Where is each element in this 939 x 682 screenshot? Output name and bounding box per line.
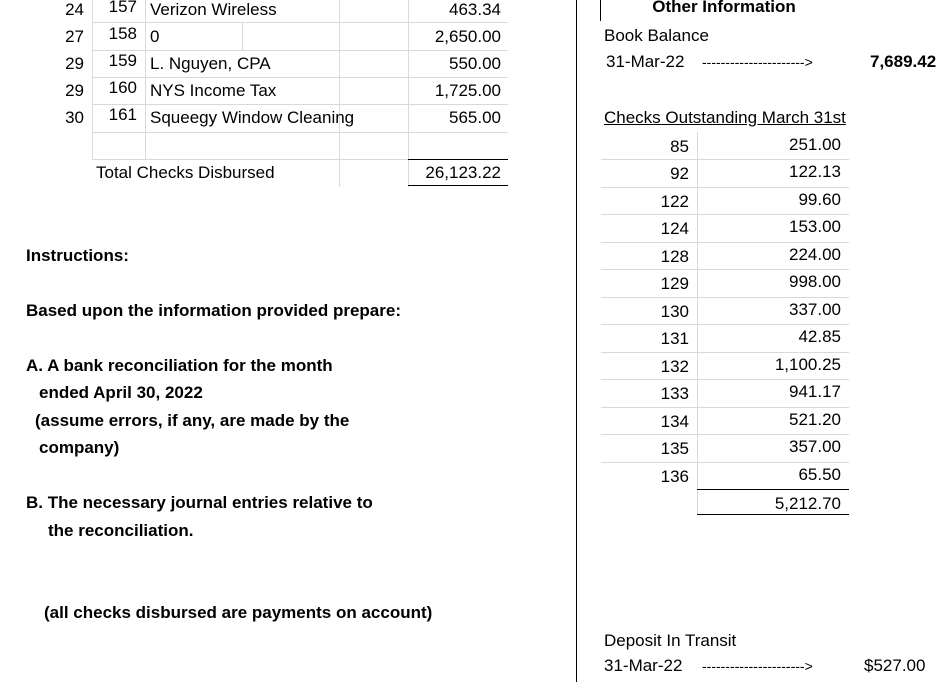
instruction-b-line2: the reconciliation. — [48, 521, 194, 540]
outstanding-check-no: 130 — [660, 302, 689, 321]
instruction-b-line1: B. The necessary journal entries relative to — [26, 493, 373, 512]
row-payee: NYS Income Tax — [150, 81, 277, 100]
row-payee: L. Nguyen, CPA — [150, 54, 271, 73]
outstanding-check-no: 85 — [670, 137, 689, 156]
outstanding-amount: 65.50 — [798, 465, 841, 484]
instructions-note: (all checks disbursed are payments on account) — [44, 603, 433, 622]
book-balance-label: Book Balance — [604, 26, 709, 45]
instructions-heading: Instructions: — [26, 246, 129, 265]
row-check-no: 158 — [108, 24, 137, 43]
instructions-intro: Based upon the information provided prepare: — [26, 301, 401, 320]
deposit-in-transit-label: Deposit In Transit — [604, 631, 737, 650]
row-amount: 1,725.00 — [434, 81, 501, 100]
outstanding-amount: 521.20 — [789, 410, 841, 429]
outstanding-check-no: 129 — [660, 274, 689, 293]
book-balance-value: 7,689.42 — [870, 52, 937, 71]
outstanding-check-no: 136 — [660, 467, 689, 486]
row-day: 30 — [65, 108, 84, 127]
outstanding-check-no: 128 — [660, 247, 689, 266]
outstanding-check-no: 124 — [660, 219, 689, 238]
instruction-a-line4: company) — [39, 438, 120, 457]
row-check-no: 157 — [108, 0, 137, 16]
total-checks-amount: 26,123.22 — [425, 163, 501, 182]
outstanding-amount: 122.13 — [789, 162, 841, 181]
row-payee: Verizon Wireless — [150, 0, 277, 19]
book-balance-arrow: ----------------------> — [702, 54, 813, 70]
section-divider — [576, 0, 577, 682]
book-balance-date: 31-Mar-22 — [606, 52, 685, 71]
row-payee: Squeegy Window Cleaning — [150, 108, 355, 127]
outstanding-check-no: 133 — [660, 384, 689, 403]
other-info-heading: Other Information — [652, 0, 796, 16]
row-check-no: 161 — [108, 105, 137, 124]
outstanding-check-no: 122 — [660, 192, 689, 211]
outstanding-amount: 42.85 — [798, 327, 841, 346]
row-day: 24 — [65, 0, 84, 19]
row-check-no: 159 — [108, 51, 137, 70]
outstanding-check-no: 134 — [660, 412, 689, 431]
outstanding-amount: 224.00 — [789, 245, 841, 264]
row-payee: 0 — [150, 27, 160, 46]
deposit-arrow: ----------------------> — [702, 658, 813, 674]
row-day: 29 — [65, 81, 84, 100]
outstanding-check-no: 92 — [670, 164, 689, 183]
other-info-heading-box — [601, 0, 847, 20]
outstanding-check-no: 135 — [660, 439, 689, 458]
outstanding-amount: 153.00 — [789, 217, 841, 236]
row-amount: 550.00 — [449, 54, 501, 73]
outstanding-amount: 1,100.25 — [774, 355, 841, 374]
outstanding-amount: 337.00 — [789, 300, 841, 319]
instruction-a-line3: (assume errors, if any, are made by the — [35, 411, 350, 430]
outstanding-heading: Checks Outstanding March 31st — [604, 108, 846, 127]
row-day: 29 — [65, 54, 84, 73]
row-check-no: 160 — [108, 78, 137, 97]
outstanding-amount: 251.00 — [789, 135, 841, 154]
row-day: 27 — [65, 27, 84, 46]
outstanding-amount: 941.17 — [789, 382, 841, 401]
instruction-a-line2: ended April 30, 2022 — [39, 383, 203, 402]
deposit-value: $527.00 — [864, 656, 926, 675]
total-checks-label: Total Checks Disbursed — [96, 163, 275, 182]
outstanding-check-no: 131 — [660, 329, 689, 348]
row-amount: 565.00 — [449, 108, 501, 127]
outstanding-amount: 99.60 — [798, 190, 841, 209]
outstanding-total: 5,212.70 — [774, 494, 841, 513]
outstanding-check-no: 132 — [660, 357, 689, 376]
outstanding-amount: 998.00 — [789, 272, 841, 291]
outstanding-amount: 357.00 — [789, 437, 841, 456]
row-amount: 2,650.00 — [434, 27, 501, 46]
deposit-date: 31-Mar-22 — [604, 656, 683, 675]
row-amount: 463.34 — [449, 0, 501, 19]
instruction-a-line1: A. A bank reconciliation for the month — [26, 356, 333, 375]
